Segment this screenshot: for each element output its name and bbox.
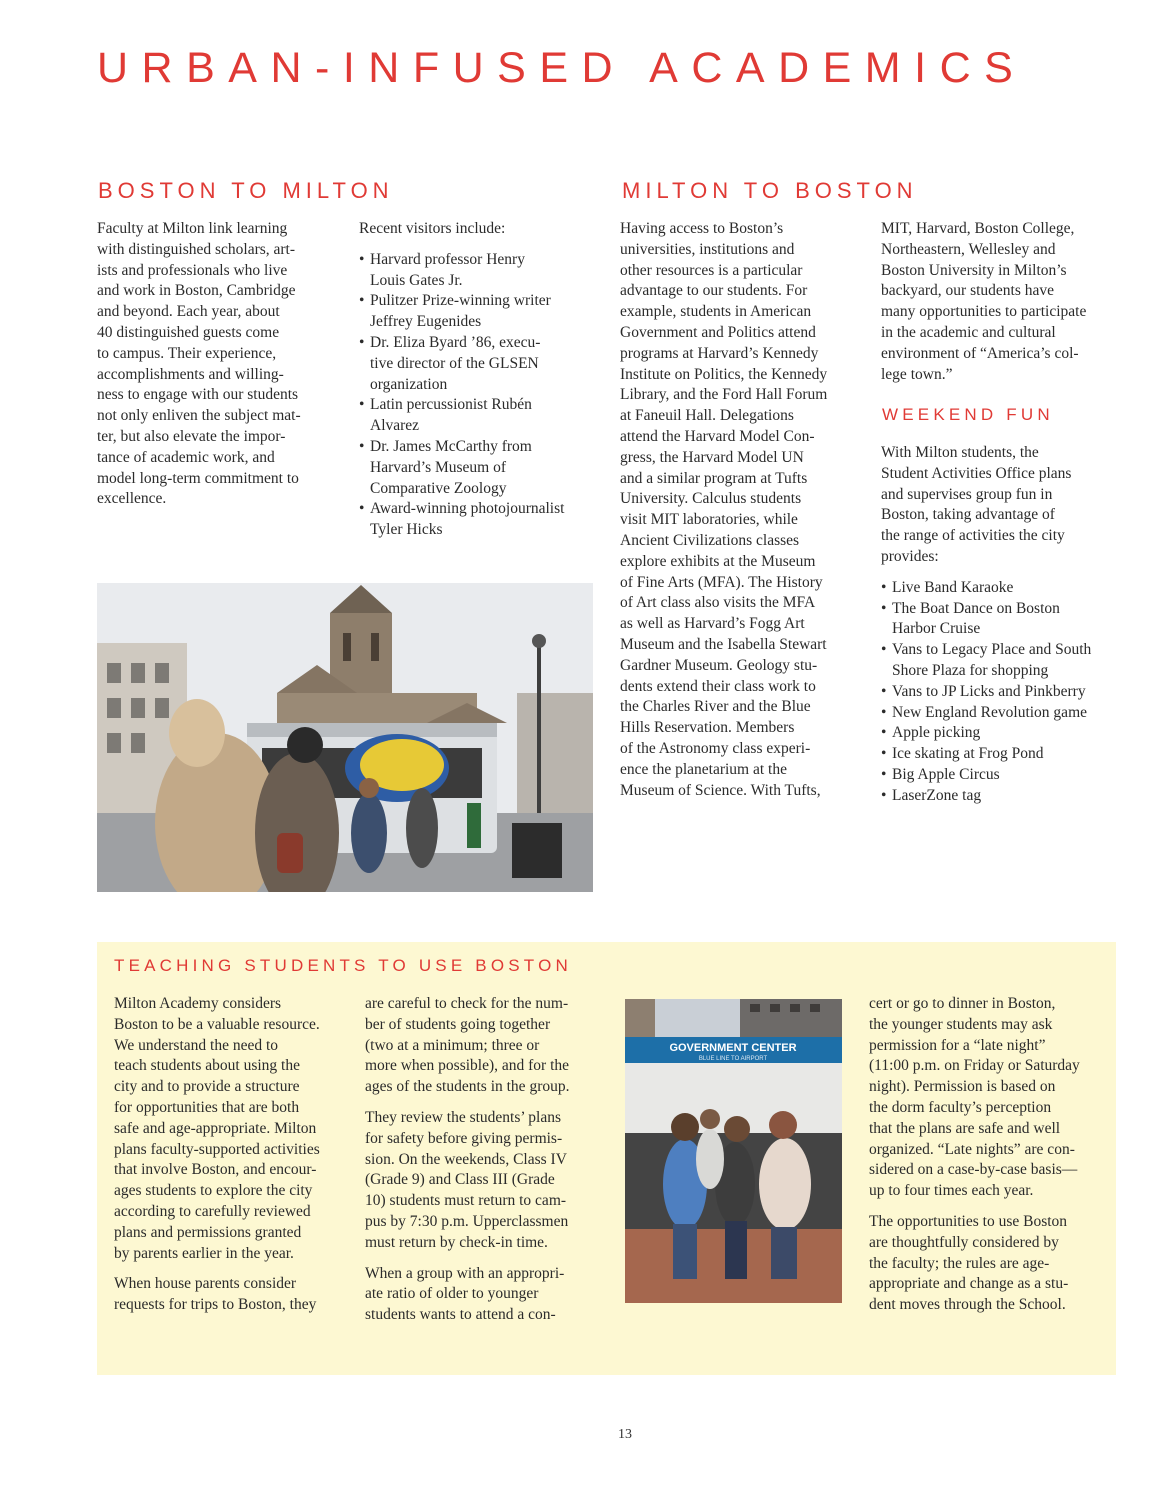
text-line: the range of activities the city [881, 527, 1065, 545]
text-line: the dorm faculty’s perception [869, 1098, 1052, 1116]
text-line: excellence. [97, 490, 167, 508]
text-line: Louis Gates Jr. [370, 271, 463, 289]
text-line: The opportunities to use Boston [869, 1212, 1068, 1230]
list-item [359, 291, 599, 333]
text-line: Jeffrey Eugenides [370, 313, 482, 331]
text-line: • LaserZone tag [892, 786, 982, 804]
text-line: of Fine Arts (MFA). The History [620, 573, 823, 591]
paragraph [365, 1264, 605, 1326]
text-line: other resources is a particular [620, 261, 803, 279]
text-line: model long-term commitment to [97, 469, 299, 487]
text-line: organization [370, 375, 448, 393]
list-item [881, 744, 1131, 765]
paragraph [114, 1274, 354, 1316]
text-line: ists and professionals who live [97, 261, 288, 279]
text-line: at Faneuil Hall. Delegations [620, 407, 794, 425]
text-line: permission for a “late night” [869, 1036, 1046, 1054]
text-line: for safety before giving permis- [365, 1129, 563, 1147]
text-line: 40 distinguished guests come [97, 323, 280, 341]
text-line: ages of the students in the group. [365, 1078, 570, 1096]
text-line: Hills Reservation. Members [620, 719, 795, 737]
text-line: and beyond. Each year, about [97, 303, 280, 321]
text-line: plans and permissions granted [114, 1223, 302, 1241]
text-line: of the Astronomy class experi- [620, 739, 811, 757]
text-line: Boston, taking advantage of [881, 506, 1055, 524]
text-line: and a similar program at Tufts [620, 469, 808, 487]
text-line: that the plans are safe and well [869, 1119, 1061, 1137]
text-line: Museum of Science. With Tufts, [620, 781, 821, 799]
text-line: according to carefully reviewed [114, 1202, 311, 1220]
text-line: Government and Politics attend [620, 323, 816, 341]
station-sign-subtext: BLUE LINE TO AIRPORT [698, 1056, 768, 1062]
text-line: and work in Boston, Cambridge [97, 282, 296, 300]
list-item [881, 599, 1131, 641]
page-title: URBAN-INFUSED ACADEMICS [97, 44, 1027, 92]
text-line: ate ratio of older to younger [365, 1285, 539, 1303]
text-line: Shore Plaza for shopping [892, 661, 1049, 679]
text-line: 10) students must return to cam- [365, 1192, 567, 1210]
text-line: attend the Harvard Model Con- [620, 427, 815, 445]
text-line: with distinguished scholars, art- [97, 240, 296, 258]
text-line: provides: [881, 547, 939, 565]
paragraph [114, 994, 354, 1264]
text-line: programs at Harvard’s Kennedy [620, 344, 819, 362]
text-line: • Ice skating at Frog Pond [892, 745, 1044, 763]
text-line: sion. On the weekends, Class IV [365, 1150, 567, 1168]
text-line: MIT, Harvard, Boston College, [881, 220, 1075, 237]
list-item [359, 437, 599, 499]
weekend-fun-heading: WEEKEND FUN [882, 405, 1054, 424]
text-line: universities, institutions and [620, 240, 795, 258]
text-line: the faculty; the rules are age- [869, 1254, 1050, 1272]
text-line: must return by check-in time. [365, 1233, 548, 1251]
text-line: • Latin percussionist Rubén [370, 396, 532, 414]
government-center-photo-illustration [625, 999, 842, 1303]
text-line: as well as Harvard’s Fogg Art [620, 615, 805, 633]
text-line: Comparative Zoology [370, 479, 507, 497]
activities-list [881, 578, 1131, 807]
text-line: We understand the need to [114, 1036, 279, 1054]
list-item [881, 703, 1131, 724]
text-line: Harbor Cruise [892, 620, 981, 638]
text-line: and supervises group fun in [881, 485, 1053, 503]
text-line: pus by 7:30 p.m. Upperclassmen [365, 1212, 569, 1230]
text-line: for opportunities that are both [114, 1098, 300, 1116]
text-line: appropriate and change as a stu- [869, 1275, 1069, 1293]
text-line: requests for trips to Boston, they [114, 1296, 317, 1314]
page-number: 13 [618, 1427, 632, 1442]
teaching-col1 [114, 994, 354, 1326]
text-line: cert or go to dinner in Boston, [869, 995, 1056, 1012]
text-line: to campus. Their experience, [97, 344, 277, 362]
text-line: many opportunities to participate [881, 303, 1087, 321]
text-line: sidered on a case-by-case basis— [869, 1161, 1078, 1179]
boston-to-milton-intro [97, 219, 347, 510]
text-line: gress, the Harvard Model UN [620, 448, 804, 466]
text-line: • The Boat Dance on Boston [892, 599, 1060, 617]
text-line: • Harvard professor Henry [370, 250, 525, 268]
list-item [881, 640, 1131, 682]
text-line: (11:00 p.m. on Friday or Saturday [869, 1057, 1080, 1075]
text-line: accomplishments and willing- [97, 365, 284, 383]
milton-to-boston-heading: MILTON TO BOSTON [622, 178, 918, 203]
list-item [881, 578, 1131, 599]
text-line: Institute on Politics, the Kennedy [620, 365, 828, 383]
text-line: more when possible), and for the [365, 1057, 570, 1075]
visitors-list [359, 250, 599, 541]
copley-square-photo [97, 583, 593, 892]
text-line: dents extend their class work to [620, 677, 816, 695]
text-line: example, students in American [620, 303, 812, 321]
text-line: • Live Band Karaoke [892, 578, 1014, 596]
visitors-column [359, 219, 599, 541]
text-line: that involve Boston, and encour- [114, 1161, 317, 1179]
weekend-fun-intro [881, 443, 1131, 568]
text-line: visit MIT laboratories, while [620, 511, 798, 529]
text-line: • Apple picking [892, 724, 981, 742]
text-line: tive director of the GLSEN [370, 354, 539, 372]
teaching-col3 [869, 994, 1119, 1326]
text-line: With Milton students, the [881, 444, 1039, 461]
text-line: Ancient Civilizations classes [620, 531, 800, 549]
milton-to-boston-continued [881, 219, 1131, 385]
teaching-col2 [365, 994, 605, 1336]
text-line: environment of “America’s col- [881, 344, 1079, 362]
copley-square-photo-illustration [97, 583, 593, 892]
text-line: • New England Revolution game [892, 703, 1087, 721]
text-line: Alvarez [370, 417, 420, 435]
text-line: Gardner Museum. Geology stu- [620, 656, 818, 674]
text-line: ages students to explore the city [114, 1182, 313, 1200]
text-line: by parents earlier in the year. [114, 1244, 294, 1262]
text-line: Boston University in Milton’s [881, 261, 1067, 279]
text-line: Boston to be a valuable resource. [114, 1015, 320, 1033]
list-item [359, 250, 599, 292]
text-line: are careful to check for the num- [365, 995, 569, 1012]
government-center-photo [625, 999, 842, 1303]
list-item [881, 682, 1131, 703]
list-item [881, 765, 1131, 786]
text-line: are thoughtfully considered by [869, 1233, 1059, 1251]
paragraph [365, 994, 605, 1098]
text-line: the Charles River and the Blue [620, 698, 811, 716]
text-line: (Grade 9) and Class III (Grade [365, 1171, 555, 1189]
text-line: Milton Academy considers [114, 995, 282, 1012]
text-line: in the academic and cultural [881, 323, 1056, 341]
text-line: Student Activities Office plans [881, 464, 1072, 482]
text-line: ence the planetarium at the [620, 760, 787, 778]
text-line: • Dr. James McCarthy from [370, 437, 532, 455]
text-line: They review the students’ plans [365, 1108, 561, 1126]
text-line: advantage to our students. For [620, 282, 808, 300]
paragraph [869, 1212, 1119, 1316]
text-line: backyard, our students have [881, 282, 1055, 300]
text-line: When house parents consider [114, 1275, 297, 1293]
text-line: explore exhibits at the Museum [620, 552, 816, 570]
text-line: • Dr. Eliza Byard ’86, execu- [370, 333, 541, 351]
text-line: safe and age-appropriate. Milton [114, 1119, 317, 1137]
list-item [881, 786, 1131, 807]
text-line: not only enliven the subject mat- [97, 407, 301, 425]
text-line: of Art class also visits the MFA [620, 594, 816, 612]
text-line: Northeastern, Wellesley and [881, 240, 1056, 258]
text-line: • Pulitzer Prize-winning writer [370, 292, 551, 310]
text-line: up to four times each year. [869, 1182, 1034, 1200]
milton-to-boston-body [620, 219, 870, 801]
text-line: students wants to attend a con- [365, 1306, 556, 1324]
text-line: ness to engage with our students [97, 386, 299, 404]
text-line: University. Calculus students [620, 490, 802, 508]
text-line: the younger students may ask [869, 1015, 1053, 1033]
list-item [881, 723, 1131, 744]
text-line: ter, but also elevate the impor- [97, 427, 286, 445]
text-line: Harvard’s Museum of [370, 458, 507, 476]
visitors-intro: Recent visitors include: [359, 220, 506, 237]
text-line: Library, and the Ford Hall Forum [620, 386, 828, 404]
text-line: teach students about using the [114, 1057, 300, 1075]
text-line: dent moves through the School. [869, 1296, 1066, 1314]
text-line: city and to provide a structure [114, 1078, 300, 1096]
paragraph [869, 994, 1119, 1202]
text-line: When a group with an appropri- [365, 1264, 565, 1282]
text-line: Tyler Hicks [370, 521, 443, 539]
text-line: ber of students going together [365, 1015, 551, 1033]
text-line: • Big Apple Circus [892, 765, 1000, 783]
list-item [359, 499, 599, 541]
text-line: night). Permission is based on [869, 1078, 1056, 1096]
list-item [359, 395, 599, 437]
weekend-fun-body [881, 443, 1131, 807]
teaching-heading: TEACHING STUDENTS TO USE BOSTON [114, 956, 572, 975]
text-line: Having access to Boston’s [620, 220, 784, 237]
list-item [359, 333, 599, 395]
text-line: plans faculty-supported activities [114, 1140, 320, 1158]
text-line: Museum and the Isabella Stewart [620, 635, 827, 653]
paragraph [365, 1108, 605, 1254]
text-line: • Award-winning photojournalist [370, 500, 565, 518]
text-line: tance of academic work, and [97, 448, 275, 466]
text-line: (two at a minimum; three or [365, 1036, 540, 1054]
text-line: • Vans to Legacy Place and South [892, 641, 1092, 659]
text-line: organized. “Late nights” are con- [869, 1140, 1075, 1158]
boston-to-milton-heading: BOSTON TO MILTON [98, 178, 394, 203]
text-line: • Vans to JP Licks and Pinkberry [892, 682, 1086, 700]
text-line: Faculty at Milton link learning [97, 220, 288, 237]
station-sign-text: GOVERNMENT CENTER [669, 1042, 797, 1054]
text-line: lege town.” [881, 365, 953, 383]
